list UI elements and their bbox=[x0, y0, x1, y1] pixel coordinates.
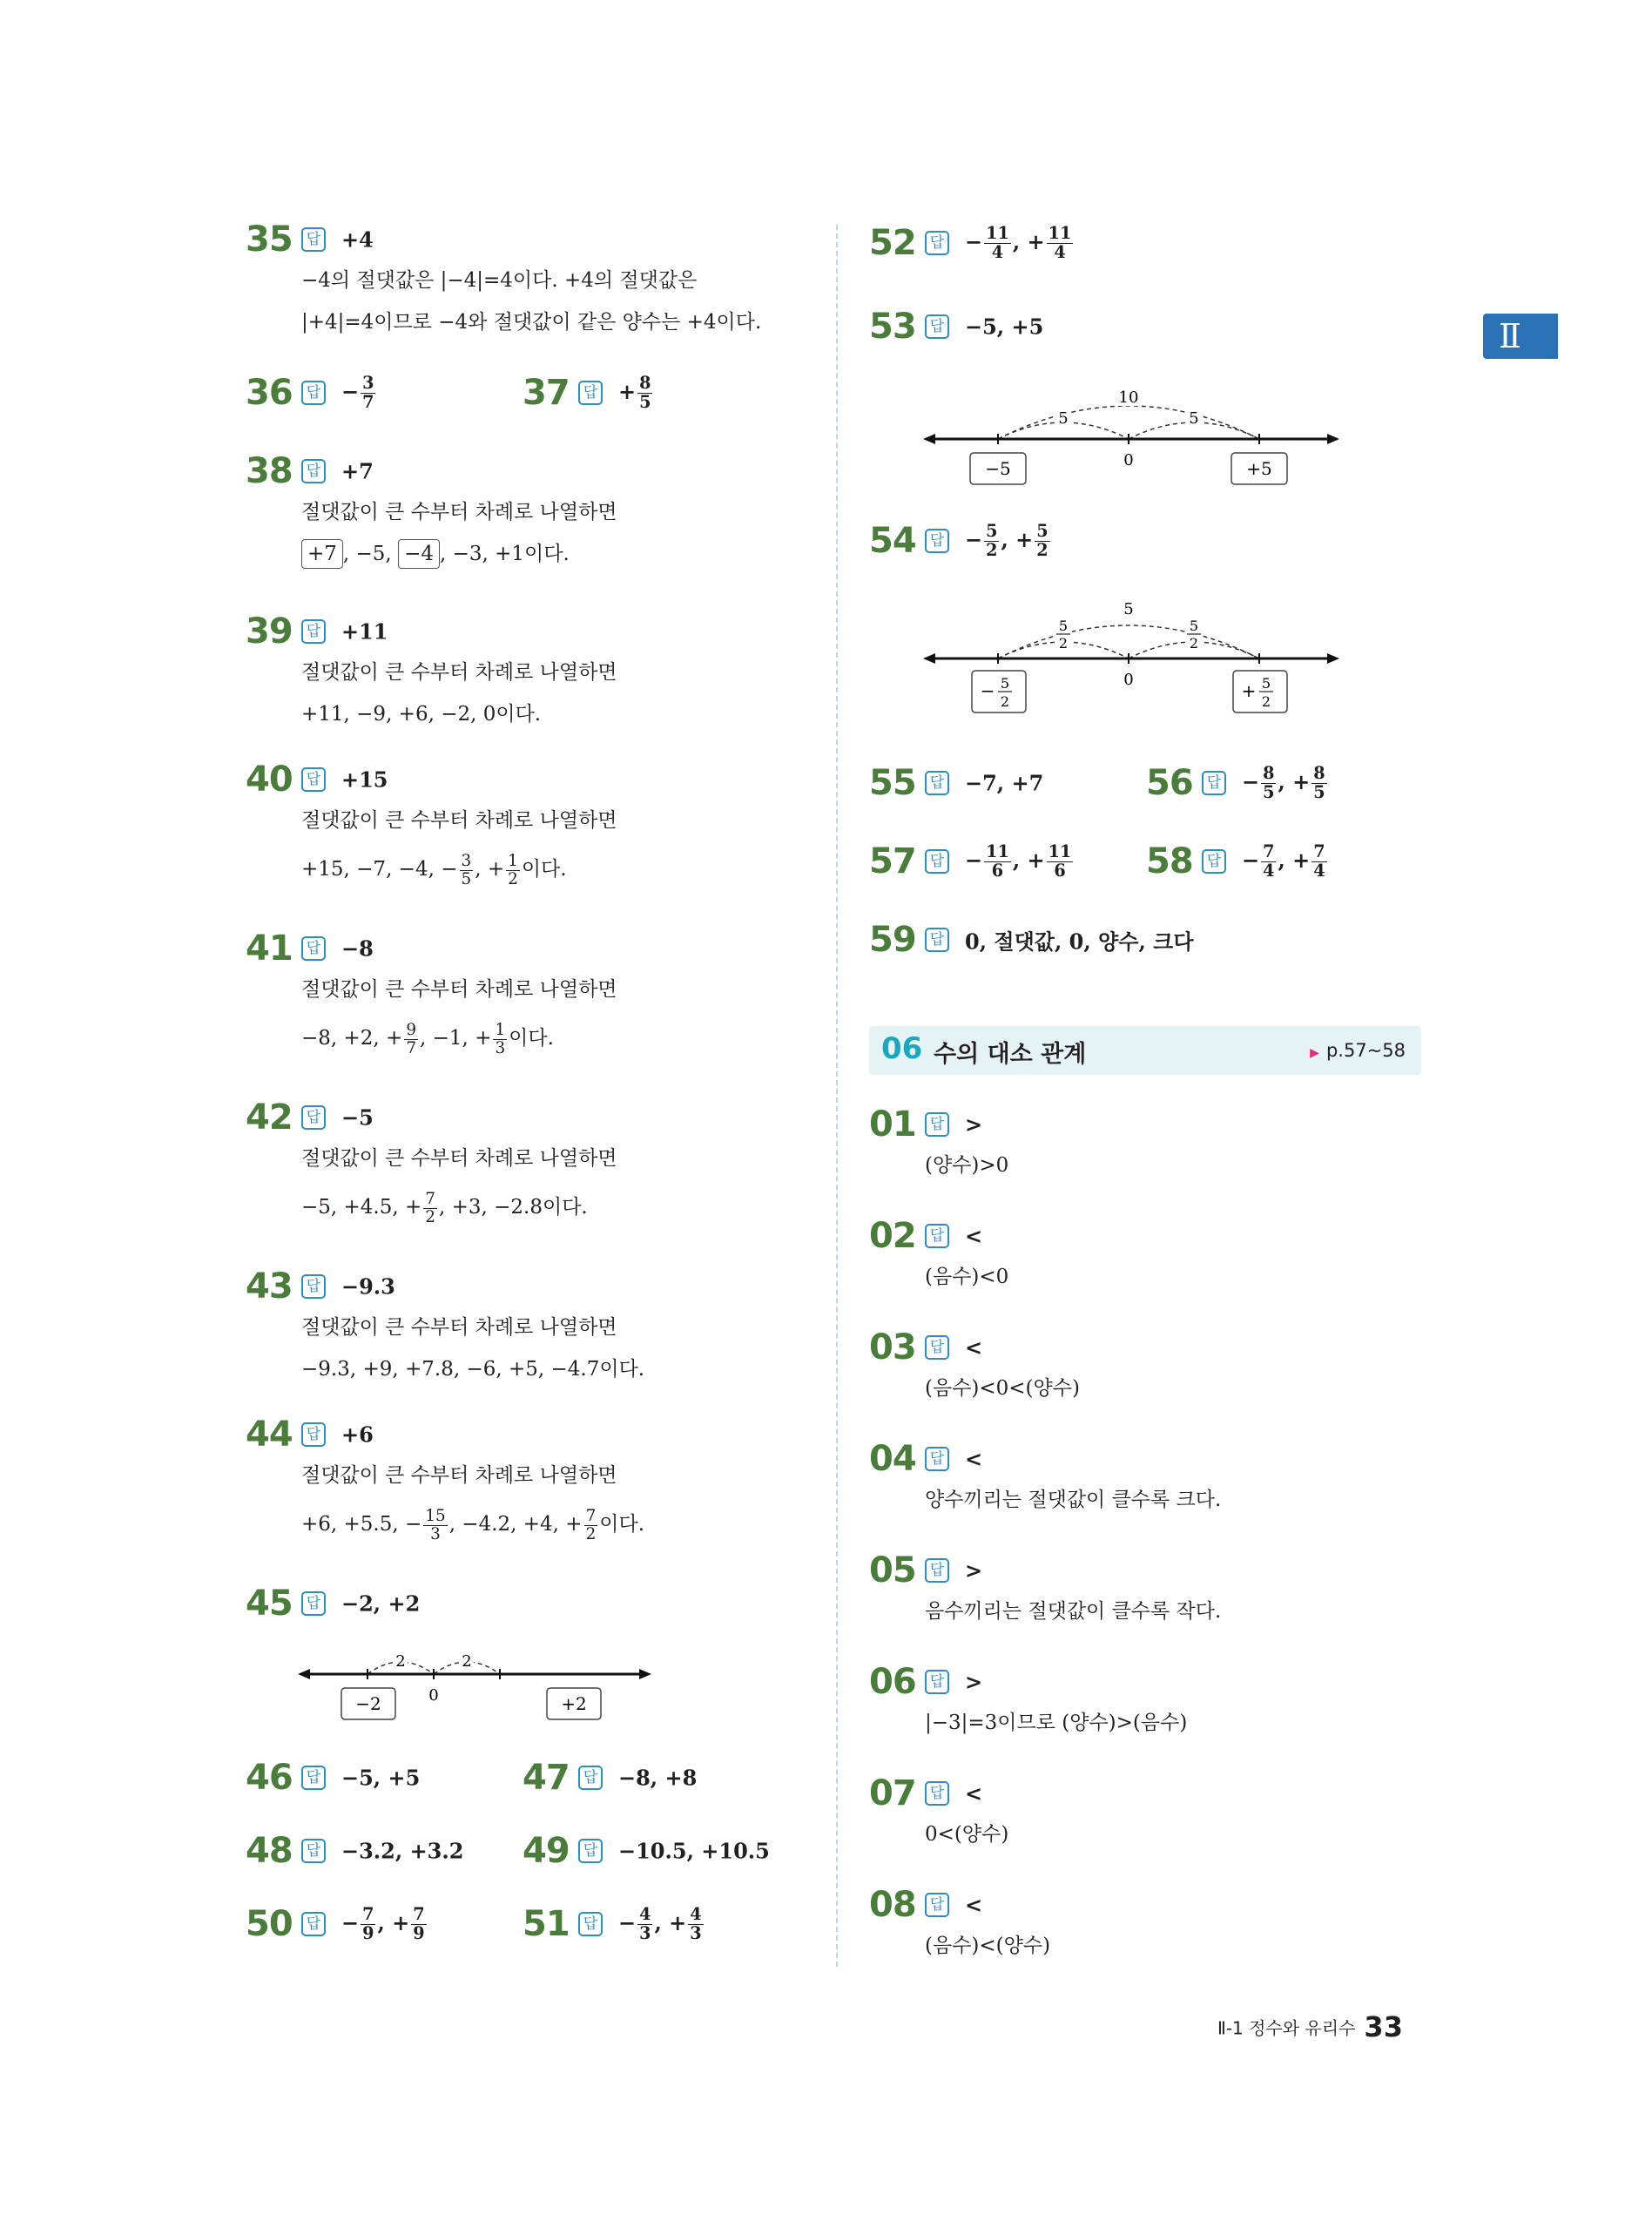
answer-sign: + bbox=[618, 378, 637, 404]
answer-badge: 답 bbox=[301, 381, 326, 405]
triangle-icon: ▶ bbox=[1310, 1046, 1319, 1060]
answer-badge: 답 bbox=[301, 1274, 326, 1299]
boxed-value: +7 bbox=[301, 539, 343, 569]
answer-value: −8 bbox=[341, 935, 374, 962]
answer-badge: 답 bbox=[925, 1224, 949, 1248]
answer-value: > bbox=[965, 1669, 983, 1695]
answer-41 bbox=[246, 929, 617, 1066]
page-number: 33 bbox=[1364, 2010, 1403, 2043]
arc-frac-num: 5 bbox=[1058, 618, 1069, 634]
explanation-line: 음수끼리는 절댓값이 클수록 작다. bbox=[925, 1600, 1222, 1623]
question-number: 02 bbox=[869, 1216, 916, 1256]
answer-49 bbox=[523, 1831, 770, 1871]
boxed-value: −4 bbox=[398, 539, 440, 569]
answer-badge: 답 bbox=[925, 314, 949, 339]
explanation-line: |−3|=3이므로 (양수)>(음수) bbox=[925, 1712, 1188, 1734]
answer-badge: 답 bbox=[925, 1112, 949, 1137]
svg-text:−: − bbox=[980, 680, 995, 701]
section-pages: ▶ p.57~58 bbox=[1310, 1040, 1406, 1061]
question-number: 43 bbox=[246, 1266, 293, 1307]
question-number: 58 bbox=[1146, 841, 1193, 881]
explanation-line: 절댓값이 큰 수부터 차례로 나열하면 bbox=[301, 1464, 617, 1487]
explanation-line: +15, −7, −4, − $\frac{3}{5}$ , + $\frac{1}{2}$ 이다. bbox=[301, 852, 567, 888]
explanation-line: +6, +5.5, − $\frac{15}{3}$ , −4.2, +4, + $\frac{7}{2}$ 이다. bbox=[301, 1507, 645, 1543]
answer-value: > bbox=[965, 1111, 983, 1138]
answer-value: −5 bbox=[341, 1104, 374, 1131]
explanation-line: 절댓값이 큰 수부터 차례로 나열하면 bbox=[301, 1316, 617, 1339]
fraction-denominator: 5 bbox=[639, 391, 651, 412]
question-number: 47 bbox=[523, 1758, 570, 1798]
answer-badge: 답 bbox=[301, 1591, 326, 1616]
section-title: 수의 대소 관계 bbox=[934, 1041, 1087, 1068]
answer-value: +11 bbox=[341, 618, 388, 645]
explanation-line: −5, +4.5, + $\frac{7}{2}$ , +3, −2.8이다. bbox=[301, 1190, 588, 1226]
explanation-line: 절댓값이 큰 수부터 차례로 나열하면 bbox=[301, 501, 617, 523]
answer-46 bbox=[246, 1758, 420, 1798]
answer-52: 52 답 − $\frac{11}{4}$ , + $\frac{11}{4}$ bbox=[869, 223, 1072, 263]
answer-value: −9.3 bbox=[341, 1273, 395, 1300]
question-number: 42 bbox=[246, 1097, 293, 1138]
answer-value: < bbox=[965, 1334, 983, 1361]
answer-value: +7 bbox=[341, 458, 374, 484]
fraction-denominator: 7 bbox=[362, 391, 374, 412]
answer-45 bbox=[246, 1584, 420, 1624]
question-number: 51 bbox=[523, 1904, 570, 1944]
question-number: 06 bbox=[869, 1662, 916, 1702]
explanation-line: 절댓값이 큰 수부터 차례로 나열하면 bbox=[301, 1147, 617, 1170]
number-line-45 bbox=[296, 1638, 662, 1733]
answer-38 bbox=[246, 451, 617, 575]
footer-chapter-label: Ⅱ-1 정수와 유리수 bbox=[1217, 2017, 1356, 2039]
left-point-label: −2 bbox=[355, 1693, 381, 1714]
question-number: 44 bbox=[246, 1415, 293, 1455]
fraction-numerator: 3 bbox=[362, 373, 374, 394]
answer-58: 58 답 − $\frac{7}{4}$ , + $\frac{7}{4}$ bbox=[1146, 841, 1325, 881]
answer-53 bbox=[869, 307, 1043, 347]
explanation-line: (음수)<(양수) bbox=[925, 1935, 1051, 1957]
answer-badge: 답 bbox=[578, 1766, 603, 1790]
zero-label: 0 bbox=[1123, 451, 1134, 469]
question-number: 40 bbox=[246, 760, 293, 800]
answer-badge: 답 bbox=[578, 381, 603, 405]
answer-40 bbox=[246, 760, 617, 897]
section-answer-07 bbox=[869, 1773, 1008, 1855]
answer-47 bbox=[523, 1758, 697, 1798]
section-header bbox=[869, 1026, 1421, 1075]
section-answer-06 bbox=[869, 1662, 1187, 1744]
arc-frac-den: 2 bbox=[1058, 635, 1069, 652]
answer-badge: 답 bbox=[578, 1912, 603, 1936]
answer-35 bbox=[246, 219, 761, 343]
fraction-numerator: 8 bbox=[639, 373, 651, 394]
section-answer-04 bbox=[869, 1439, 1221, 1521]
arc-frac-den: 2 bbox=[1189, 635, 1199, 652]
arc-label: 5 bbox=[1123, 600, 1134, 618]
question-number: 35 bbox=[246, 219, 293, 260]
answer-55 bbox=[869, 763, 1043, 803]
answer-value: −2, +2 bbox=[341, 1590, 421, 1617]
svg-text:2: 2 bbox=[1000, 693, 1010, 710]
svg-text:+: + bbox=[1241, 680, 1257, 701]
number-line-54 bbox=[920, 584, 1346, 723]
answer-badge: 답 bbox=[925, 928, 949, 952]
answer-37 bbox=[523, 373, 654, 413]
arc-label: 2 bbox=[395, 1652, 406, 1671]
answer-value: −5, +5 bbox=[965, 314, 1044, 340]
answer-50: 50 답 − $\frac{7}{9}$ , + $\frac{7}{9}$ bbox=[246, 1904, 425, 1944]
answer-badge: 답 bbox=[301, 767, 326, 792]
answer-badge: 답 bbox=[301, 459, 326, 483]
question-number: 50 bbox=[246, 1904, 293, 1944]
page-footer bbox=[1217, 2010, 1403, 2043]
answer-51: 51 답 − $\frac{4}{3}$ , + $\frac{4}{3}$ bbox=[523, 1904, 702, 1944]
answer-sign: − bbox=[341, 378, 360, 404]
answer-36 bbox=[246, 373, 377, 413]
answer-value: 0, 절댓값, 0, 양수, 크다 bbox=[965, 929, 1194, 955]
answer-badge: 답 bbox=[925, 1781, 949, 1806]
question-number: 37 bbox=[523, 373, 570, 413]
answer-value: +4 bbox=[341, 226, 374, 253]
section-answer-01 bbox=[869, 1104, 1008, 1186]
answer-42 bbox=[246, 1097, 617, 1235]
question-number: 41 bbox=[246, 929, 293, 969]
answer-value: +15 bbox=[341, 766, 388, 793]
answer-value: < bbox=[965, 1892, 983, 1918]
svg-text:2: 2 bbox=[1261, 693, 1271, 710]
answer-badge: 답 bbox=[1202, 849, 1226, 874]
section-answer-03 bbox=[869, 1327, 1080, 1409]
question-number: 01 bbox=[869, 1104, 916, 1145]
question-number: 53 bbox=[869, 307, 916, 347]
explanation-line: −4의 절댓값은 |−4|=4이다. +4의 절댓값은 bbox=[301, 269, 698, 292]
answer-54: 54 답 − $\frac{5}{2}$ , + $\frac{5}{2}$ bbox=[869, 521, 1049, 561]
question-number: 49 bbox=[523, 1831, 570, 1871]
answer-badge: 답 bbox=[1202, 771, 1226, 795]
explanation-line: −9.3, +9, +7.8, −6, +5, −4.7이다. bbox=[301, 1358, 645, 1381]
explanation-line: 절댓값이 큰 수부터 차례로 나열하면 bbox=[301, 809, 617, 832]
number-line-53 bbox=[920, 366, 1346, 488]
column-divider bbox=[836, 225, 838, 1967]
section-answer-05 bbox=[869, 1550, 1221, 1632]
answer-value: −8, +8 bbox=[618, 1765, 698, 1791]
answer-value: +6 bbox=[341, 1422, 374, 1448]
explanation-line: 절댓값이 큰 수부터 차례로 나열하면 bbox=[301, 978, 617, 1001]
answer-value: −7, +7 bbox=[965, 770, 1044, 796]
question-number: 07 bbox=[869, 1773, 916, 1813]
explanation-line: (양수)>0 bbox=[925, 1154, 1009, 1177]
question-number: 36 bbox=[246, 373, 293, 413]
answer-badge: 답 bbox=[925, 1893, 949, 1917]
answer-value: < bbox=[965, 1446, 983, 1472]
right-point-label: +5 bbox=[1246, 458, 1272, 479]
chapter-tab: Ⅱ bbox=[1483, 314, 1558, 359]
question-number: 05 bbox=[869, 1550, 916, 1590]
explanation-line: (음수)<0<(양수) bbox=[925, 1377, 1080, 1400]
arc-label: 10 bbox=[1118, 388, 1139, 407]
answer-badge: 답 bbox=[578, 1839, 603, 1863]
answer-badge: 답 bbox=[925, 1335, 949, 1360]
explanation-line: +7 , −5, −4 , −3, +1이다. bbox=[301, 533, 617, 575]
explanation-line: 절댓값이 큰 수부터 차례로 나열하면 bbox=[301, 661, 617, 684]
answer-59 bbox=[869, 920, 1194, 960]
question-number: 45 bbox=[246, 1584, 293, 1624]
answer-badge: 답 bbox=[301, 1105, 326, 1130]
question-number: 56 bbox=[1146, 763, 1193, 803]
answer-badge: 답 bbox=[925, 1447, 949, 1471]
answer-value: −3.2, +3.2 bbox=[341, 1838, 464, 1864]
answer-badge: 답 bbox=[925, 231, 949, 255]
svg-text:5: 5 bbox=[1261, 675, 1271, 692]
question-number: 57 bbox=[869, 841, 916, 881]
section-answer-02 bbox=[869, 1216, 1008, 1298]
question-number: 39 bbox=[246, 611, 293, 652]
answer-57: 57 답 − $\frac{11}{6}$ , + $\frac{11}{6}$ bbox=[869, 841, 1072, 881]
arc-label: 2 bbox=[462, 1652, 472, 1671]
answer-badge: 답 bbox=[301, 1766, 326, 1790]
zero-label: 0 bbox=[428, 1686, 439, 1705]
section-number: 06 bbox=[881, 1031, 923, 1066]
answer-56: 56 답 − $\frac{8}{5}$ , + $\frac{8}{5}$ bbox=[1146, 763, 1325, 803]
answer-badge: 답 bbox=[301, 1912, 326, 1936]
answer-badge: 답 bbox=[925, 529, 949, 553]
answer-badge: 답 bbox=[301, 619, 326, 644]
answer-value: < bbox=[965, 1780, 983, 1806]
question-number: 03 bbox=[869, 1327, 916, 1367]
answer-44 bbox=[246, 1415, 644, 1552]
answer-badge: 답 bbox=[925, 849, 949, 874]
right-point-label: +2 bbox=[561, 1693, 587, 1714]
explanation-line: +11, −9, +6, −2, 0이다. bbox=[301, 703, 542, 726]
left-point-label: −5 bbox=[985, 458, 1011, 479]
explanation-line: 양수끼리는 절댓값이 클수록 크다. bbox=[925, 1489, 1222, 1511]
explanation-line: |+4|=4이므로 −4와 절댓값이 같은 양수는 +4이다. bbox=[301, 311, 762, 334]
arc-frac-num: 5 bbox=[1189, 618, 1199, 634]
arc-label: 5 bbox=[1189, 409, 1199, 428]
answer-value: < bbox=[965, 1223, 983, 1249]
answer-badge: 답 bbox=[301, 936, 326, 961]
answer-badge: 답 bbox=[925, 771, 949, 795]
answer-48 bbox=[246, 1831, 463, 1871]
question-number: 59 bbox=[869, 920, 916, 960]
answer-badge: 답 bbox=[301, 1422, 326, 1447]
question-number: 48 bbox=[246, 1831, 293, 1871]
answer-badge: 답 bbox=[925, 1558, 949, 1583]
zero-label: 0 bbox=[1123, 671, 1134, 689]
answer-39 bbox=[246, 611, 617, 735]
answer-badge: 답 bbox=[925, 1670, 949, 1694]
question-number: 46 bbox=[246, 1758, 293, 1798]
question-number: 08 bbox=[869, 1885, 916, 1925]
section-answer-08 bbox=[869, 1885, 1050, 1967]
question-number: 55 bbox=[869, 763, 916, 803]
arc-label: 5 bbox=[1058, 409, 1069, 428]
answer-value: > bbox=[965, 1557, 983, 1584]
explanation-line: −8, +2, + $\frac{9}{7}$ , −1, + $\frac{1}{3}$ 이다. bbox=[301, 1021, 554, 1057]
question-number: 04 bbox=[869, 1439, 916, 1479]
answer-43 bbox=[246, 1266, 644, 1390]
answer-value: −10.5, +10.5 bbox=[618, 1838, 770, 1864]
answer-badge: 답 bbox=[301, 1839, 326, 1863]
explanation-line: (음수)<0 bbox=[925, 1266, 1009, 1288]
question-number: 52 bbox=[869, 223, 916, 263]
svg-text:5: 5 bbox=[1000, 675, 1010, 692]
question-number: 38 bbox=[246, 451, 293, 491]
question-number: 54 bbox=[869, 521, 916, 561]
explanation-line: 0<(양수) bbox=[925, 1823, 1009, 1846]
answer-badge: 답 bbox=[301, 227, 326, 252]
answer-value: −5, +5 bbox=[341, 1765, 421, 1791]
